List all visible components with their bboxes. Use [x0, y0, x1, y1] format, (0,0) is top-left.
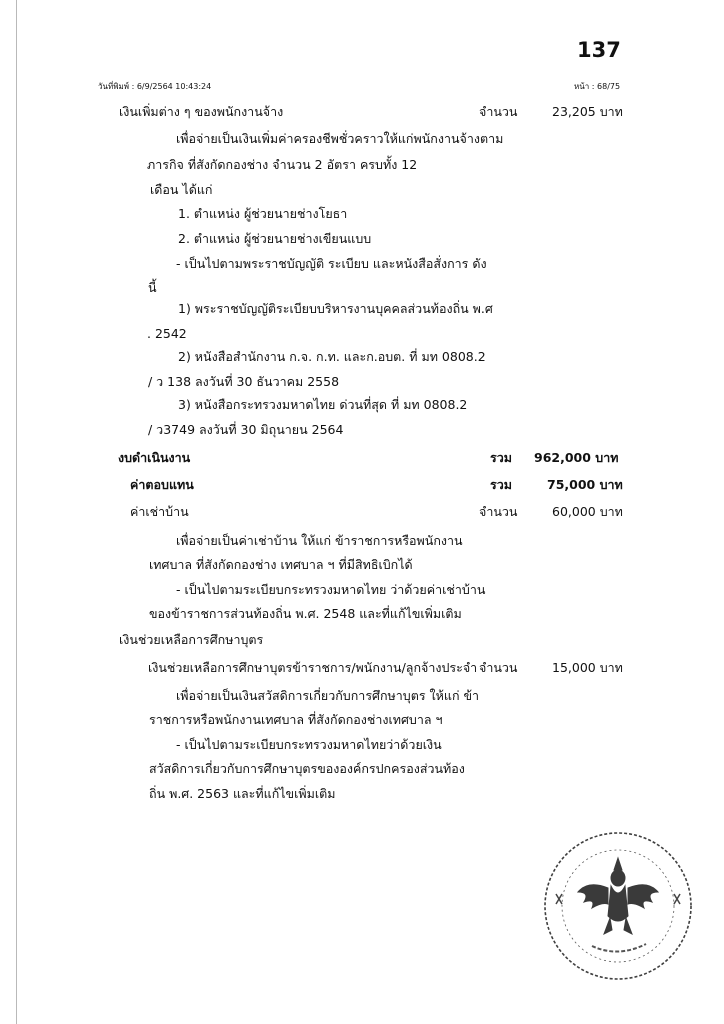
page-number: 137 [577, 38, 621, 62]
total-value: 962,000 บาท [534, 450, 619, 465]
budget-subcategory-heading: ค่าตอบแทน [130, 477, 194, 492]
paragraph-line: - เป็นไปตามระเบียบกระทรวงมหาดไทย ว่าด้วยค่าเช่าบ้าน [176, 582, 486, 597]
page-info: หน้า : 68/75 [574, 82, 621, 91]
paragraph-line: - เป็นไปตามพระราชบัญญัติ ระเบียบ และหนังสือสั่งการ ดัง [176, 256, 487, 271]
page-edge-line [16, 0, 17, 1024]
paragraph-line: เทศบาล ที่สังกัดกองช่าง เทศบาล ฯ ที่มีสิทธิเบิกได้ [149, 557, 413, 572]
garuda-emblem-icon [542, 830, 694, 982]
amount-label: จำนวน [479, 104, 518, 119]
paragraph-line: เพื่อจ่ายเป็นค่าเช่าบ้าน ให้แก่ ข้าราชการหรือพนักงาน [176, 533, 463, 548]
item-heading: เงินช่วยเหลือการศึกษาบุตรข้าราชการ/พนักงาน/ลูกจ้างประจำ [148, 660, 478, 675]
paragraph-line: ถิ่น พ.ศ. 2563 และที่แก้ไขเพิ่มเติม [149, 786, 336, 801]
amount-value: 60,000 บาท [552, 504, 623, 519]
total-label: รวม [490, 450, 512, 465]
budget-category-heading: งบดำเนินงาน [118, 450, 191, 465]
reference-item: / ว 138 ลงวันที่ 30 ธันวาคม 2558 [148, 374, 340, 389]
reference-item: 1) พระราชบัญญัติระเบียบบริหารงานบุคคลส่วนท้องถิ่น พ.ศ [178, 301, 493, 316]
reference-item: 3) หนังสือกระทรวงมหาดไทย ด่วนที่สุด ที่ มท 0808.2 [178, 397, 468, 412]
total-label: รวม [490, 477, 512, 492]
paragraph-line: ภารกิจ ที่สังกัดกองช่าง จำนวน 2 อัตรา ครบทั้ง 12 [147, 157, 418, 172]
paragraph-line: - เป็นไปตามระเบียบกระทรวงมหาดไทยว่าด้วยเงิน [176, 737, 442, 752]
amount-label: จำนวน [479, 660, 518, 675]
paragraph-line: เพื่อจ่ายเป็นเงินสวัสดิการเกี่ยวกับการศึกษาบุตร ให้แก่ ข้า [176, 688, 480, 703]
paragraph-line: สวัสดิการเกี่ยวกับการศึกษาบุตรขององค์กรปกครองส่วนท้อง [149, 761, 465, 776]
amount-label: จำนวน [479, 504, 518, 519]
amount-value: 23,205 บาท [552, 104, 623, 119]
reference-item: / ว3749 ลงวันที่ 30 มิถุนายน 2564 [148, 422, 344, 437]
list-item: 2. ตำแหน่ง ผู้ช่วยนายช่างเขียนแบบ [178, 231, 372, 246]
amount-value: 15,000 บาท [552, 660, 623, 675]
total-value: 75,000 บาท [547, 477, 623, 492]
item-heading: เงินช่วยเหลือการศึกษาบุตร [119, 632, 264, 647]
reference-item: . 2542 [147, 326, 187, 341]
list-item: 1. ตำแหน่ง ผู้ช่วยนายช่างโยธา [178, 206, 348, 221]
paragraph-line: ของข้าราชการส่วนท้องถิ่น พ.ศ. 2548 และที่แก้ไขเพิ่มเติม [149, 606, 462, 621]
section-heading: เงินเพิ่มต่าง ๆ ของพนักงานจ้าง [119, 104, 284, 119]
paragraph-line: ราชการหรือพนักงานเทศบาล ที่สังกัดกองช่างเทศบาล ฯ [149, 712, 443, 727]
print-date: วันที่พิมพ์ : 6/9/2564 10:43:24 [98, 82, 212, 91]
paragraph-line: นี้ [148, 280, 157, 295]
reference-item: 2) หนังสือสำนักงาน ก.จ. ก.ท. และก.อบต. ที่ มท 0808.2 [178, 349, 486, 364]
item-heading: ค่าเช่าบ้าน [130, 504, 189, 519]
paragraph-line: เดือน ได้แก่ [150, 182, 213, 197]
paragraph-line: เพื่อจ่ายเป็นเงินเพิ่มค่าครองชีพชั่วคราวให้แก่พนักงานจ้างตาม [176, 131, 504, 146]
